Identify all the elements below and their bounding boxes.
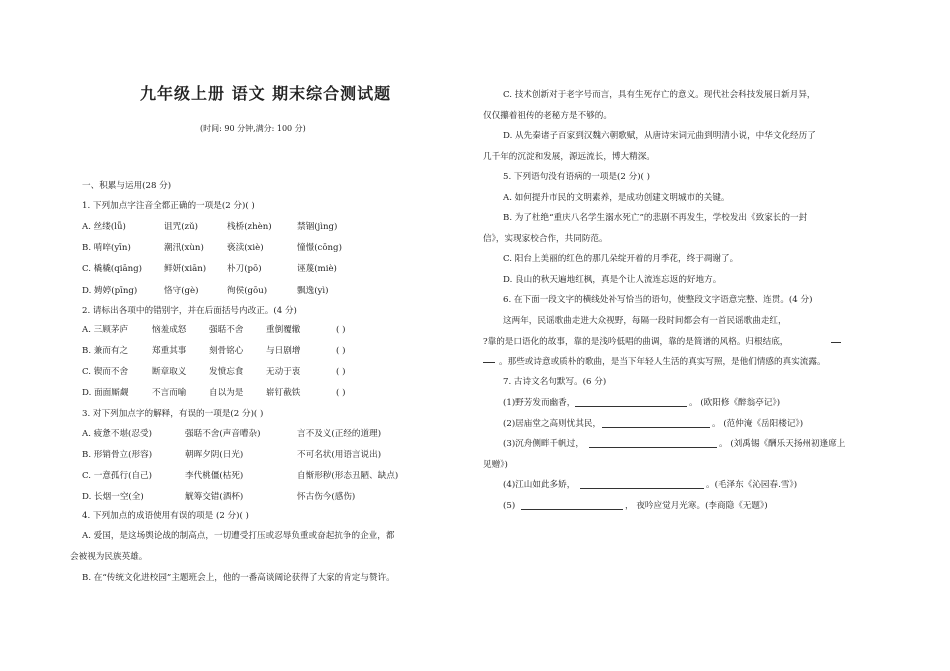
q1-b-2: 潮汛(xùn) (164, 243, 204, 253)
q3-c-1: C. 一意孤行(自己) (82, 471, 153, 481)
q1-b-3: 亵渎(xiè) (227, 243, 264, 253)
q1-d-2: 恪守(gè) (164, 286, 199, 296)
q7-line4-end: 。(毛泽东《沁园春.雪》) (706, 480, 798, 490)
q2-a-4: 重倒覆辙 (266, 325, 301, 335)
q2-b-4: 与日剧增 (266, 346, 301, 356)
q2-d-blank[interactable]: ( ) (336, 388, 346, 398)
q2-c-2: 断章取义 (152, 367, 187, 377)
q7-stem: 7. 古诗文名句默写。(6 分) (503, 377, 607, 387)
q7-blank-2[interactable] (602, 419, 710, 428)
q5-stem: 5. 下列语句没有语病的一项是(2 分)( ) (503, 172, 650, 182)
q3-c-3: 自惭形秽(形态丑陋、缺点) (297, 471, 399, 481)
q7-line3-cont: 见赠》) (483, 460, 508, 470)
q1-c-1: C. 橇橇(qiāng) (82, 264, 143, 274)
q2-c-blank[interactable]: ( ) (336, 367, 346, 377)
q5-b-line1: B. 为了杜绝“重庆八名学生溺水死亡”的悲剧不再发生，学校发出《致家长的一封 (503, 213, 808, 223)
q2-stem: 2. 请标出各项中的错别字，并在后面括号内改正。(4 分) (82, 306, 297, 316)
q6-p2: ?靠的是口语化的故事，靠的是浅吟低唱的曲调，靠的是简谱的风格。归根结底， (483, 337, 789, 347)
q2-b-2: 郑重其事 (152, 346, 187, 356)
q7-line1-end: 。 (欧阳修《醉翁亭记》) (689, 398, 781, 408)
q6-blank-1[interactable] (831, 334, 841, 343)
q5-c: C. 阳台上美丽的红色的那几朵绽开着的月季花，终于凋谢了。 (503, 254, 739, 264)
q4-c-line2: 仅仅攥着祖传的老秘方是不够的。 (483, 111, 612, 121)
q7-blank-4[interactable] (580, 480, 704, 489)
q3-b-1: B. 形销骨立(形容) (82, 450, 153, 460)
q1-d-4: 飘逸(yì) (297, 286, 329, 296)
q2-b-1: B. 兼而有之 (82, 346, 129, 356)
q7-line5-start: (5) (503, 501, 516, 511)
q3-d-1: D. 长烟一空(全) (82, 492, 144, 502)
q7-blank-5[interactable] (521, 501, 623, 510)
q2-b-blank[interactable]: ( ) (336, 346, 346, 356)
q1-a-4: 禁锢(jìng) (297, 222, 338, 232)
q5-d: D. 良山的秋天遍地红枫，真是个让人流连忘返的好地方。 (503, 275, 722, 285)
q2-a-1: A. 三顾茅庐 (82, 325, 129, 335)
q4-a-line2: 会被视为民族英雄。 (70, 552, 148, 562)
q7-line5-end: ， 夜吟应觉月光寒。(李商隐《无题》) (625, 501, 768, 511)
q3-c-2: 李代桃僵(枯死) (185, 471, 244, 481)
q7-line4-start: (4)江山如此多娇， (503, 480, 576, 490)
section-heading: 一、积累与运用(28 分) (82, 181, 172, 191)
q3-stem: 3. 对下列加点字的解释，有误的一项是(2 分)( ) (82, 409, 264, 419)
q2-b-3: 刻骨铭心 (209, 346, 244, 356)
q4-c-line1: C. 技术创新对于老字号而言，具有生死存亡的意义。现代社会科技发展日新月异， (503, 90, 816, 100)
q4-stem: 4. 下列加点的成语使用有误的项是 (2 分)( ) (82, 511, 249, 521)
q5-a: A. 如何提升市民的文明素养，是成功创建文明城市的关键。 (503, 193, 730, 203)
q6-blank-2[interactable] (483, 354, 495, 363)
q7-line3-start: (3)沉舟侧畔千帆过， (503, 439, 584, 449)
q3-a-2: 强聒不舍(声音嘈杂) (185, 429, 261, 439)
q2-d-3: 自以为是 (209, 388, 244, 398)
q7-line2-end: 。 (范仲淹《岳阳楼记》) (712, 419, 804, 429)
q2-c-4: 无动于衷 (266, 367, 301, 377)
q4-b: B. 在“传统文化进校园”主题班会上，他的一番高谈阔论获得了大家的肯定与赞许。 (82, 573, 395, 583)
q4-d-line1: D. 从先秦诸子百家到汉魏六朝歌赋，从唐诗宋词元曲到明清小说，中华文化经历了 (503, 131, 816, 141)
q1-d-1: D. 娉婷(pīng) (82, 286, 138, 296)
q7-blank-1[interactable] (575, 398, 687, 407)
q2-d-2: 不言而喻 (152, 388, 187, 398)
q5-b-line2: 信》，实现家校合作，共同防范。 (483, 234, 608, 244)
q2-d-1: D. 面面厮觑 (82, 388, 129, 398)
q1-d-3: 徇侯(gōu) (227, 286, 268, 296)
q3-b-3: 不可名状(用语言说出) (297, 450, 382, 460)
q7-line1-start: (1)野芳发而幽香， (503, 398, 576, 408)
q3-a-1: A. 疲惫不堪(忍受) (82, 429, 152, 439)
q7-blank-3[interactable] (589, 439, 717, 448)
q3-a-3: 言不及义(正经的道理) (297, 429, 382, 439)
q1-c-3: 朴刀(pō) (227, 264, 262, 274)
q2-c-1: C. 锲而不舍 (82, 367, 129, 377)
q1-b-4: 憧憬(cōng) (297, 243, 342, 253)
q7-line3-end: 。 (刘禹锡《酬乐天扬州初逢席上 (719, 439, 846, 449)
q1-c-2: 鲜妍(xiān) (164, 264, 207, 274)
exam-info: (时间: 90 分钟,满分: 100 分) (200, 124, 306, 133)
q6-stem: 6. 在下面一段文字的横线处补写恰当的语句，使整段文字语意完整、连贯。(4 分) (503, 295, 813, 305)
q2-a-3: 强聒不舍 (209, 325, 244, 335)
q6-p1: 这两年，民谣歌曲走进大众视野，每隔一段时间都会有一首民谣歌曲走红， (503, 316, 787, 326)
q4-a-line1: A. 爱国，是这场舆论战的制高点，一切遭受打压或忍辱负重或奋起抗争的企业，都 (82, 531, 395, 541)
q2-d-4: 崭钉截铁 (266, 388, 301, 398)
q6-p3: 。那些或诗意或质朴的歌曲，是当下年轻人生活的真实写照，是他们情感的真实流露。 (499, 357, 826, 367)
q1-b-1: B. 啃啐(yīn) (82, 243, 131, 253)
q4-d-line2: 几千年的沉淀和发展，源远流长，博大精深。 (483, 152, 655, 162)
q3-b-2: 朝晖夕阴(日光) (185, 450, 244, 460)
q3-d-2: 觥筹交错(酒杯) (185, 492, 244, 502)
q2-a-2: 恼羞成怒 (152, 325, 187, 335)
q1-a-2: 诅咒(zǔ) (164, 222, 198, 232)
q1-a-1: A. 丝缕(lǚ) (82, 222, 126, 232)
q7-line2-start: (2)居庙堂之高则忧其民， (503, 419, 602, 429)
q2-c-3: 发愤忘食 (209, 367, 244, 377)
q1-a-3: 栈桥(zhèn) (227, 222, 272, 232)
q3-d-3: 怀古伤今(感伤) (297, 492, 356, 502)
page-title: 九年级上册 语文 期末综合测试题 (140, 84, 392, 103)
q1-c-4: 诬蔑(miè) (297, 264, 337, 274)
q1-stem: 1. 下列加点字注音全都正确的一项是(2 分)( ) (82, 201, 255, 211)
q2-a-blank[interactable]: ( ) (336, 325, 346, 335)
